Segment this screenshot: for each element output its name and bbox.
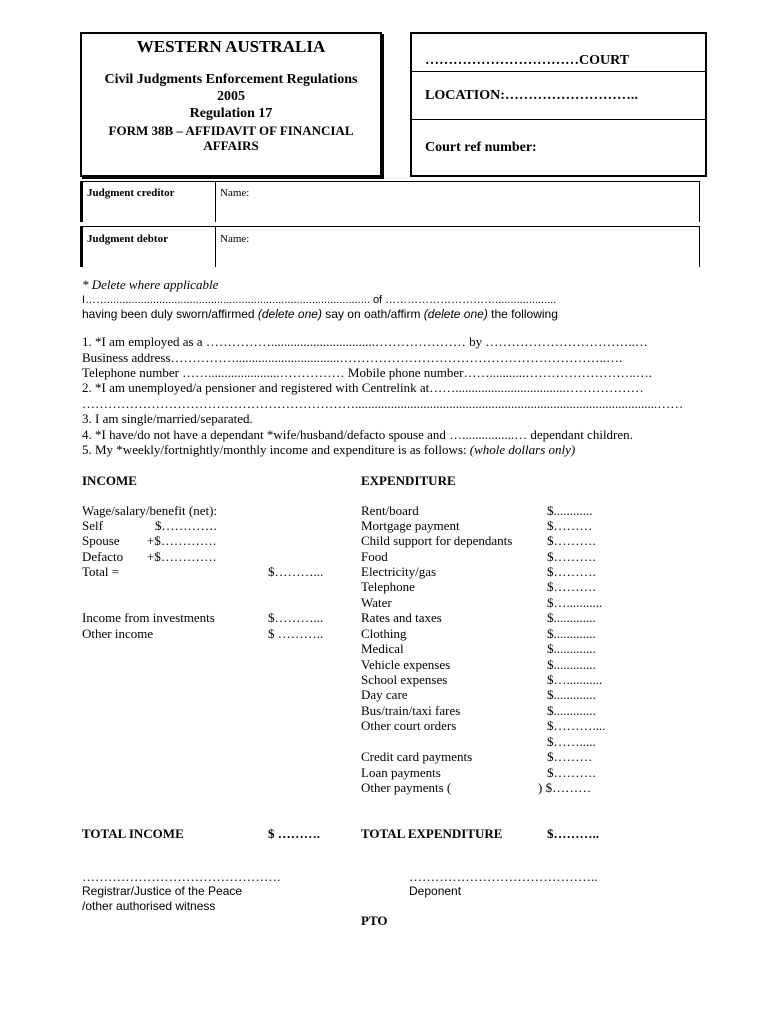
expense-rent-field[interactable]: $............ (547, 503, 593, 518)
total-income-field[interactable]: $ ………. (268, 826, 320, 841)
expense-electricity-field[interactable]: $………. (547, 564, 596, 579)
form-name-line1: FORM 38B – AFFIDAVIT OF FINANCIAL (108, 123, 354, 138)
income-total-label: Total = (82, 564, 120, 579)
expense-court-orders-label: Other court orders (361, 718, 457, 733)
witness-label-1: Registrar/Justice of the Peace (82, 884, 243, 898)
court-divider (412, 71, 705, 72)
employment-line[interactable]: 1. *I am employed as a ……………................................………………… by ……………………………..… (82, 334, 648, 349)
total-income-label: TOTAL INCOME (82, 826, 184, 841)
income-self-label: Self (82, 518, 103, 533)
expense-school-label: School expenses (361, 672, 448, 687)
total-expenditure-field[interactable]: $……….. (547, 826, 599, 841)
judgment-creditor-box (80, 181, 700, 222)
expense-daycare-label: Day care (361, 687, 408, 702)
expense-vehicle-field[interactable]: $............. (547, 657, 596, 672)
expense-rent-label: Rent/board (361, 503, 419, 518)
expense-daycare-field[interactable]: $............. (547, 687, 596, 702)
expense-court-orders-field[interactable]: $……….... (547, 718, 606, 733)
expense-medical-field[interactable]: $............. (547, 641, 596, 656)
income-total-field[interactable]: $………... (268, 564, 324, 579)
regulations-title: Civil Judgments Enforcement Regulations (104, 72, 358, 87)
expense-fares-field[interactable]: $............. (547, 703, 596, 718)
expense-rates-label: Rates and taxes (361, 610, 442, 625)
dependant-line[interactable]: 4. *I have/do not have a dependant *wife/husband/defacto spouse and …................… dependant children. (82, 427, 633, 442)
expense-loan-field[interactable]: $………. (547, 765, 596, 780)
expense-school-field[interactable]: $…........... (547, 672, 603, 687)
pto-note: PTO (361, 913, 388, 928)
creditor-name-field[interactable]: Name: (220, 187, 250, 199)
marital-status-line: 3. I am single/married/separated. (82, 411, 253, 426)
income-defacto-label: Defacto (82, 549, 124, 564)
total-expenditure-label: TOTAL EXPENDITURE (361, 826, 503, 841)
delete-one-note-1: (delete one) (257, 307, 322, 321)
investments-label: Income from investments (82, 610, 215, 625)
expense-clothing-field[interactable]: $............. (547, 626, 596, 641)
deponent-name-line[interactable]: I……...................................................................................... of ………………………….................... (82, 294, 557, 306)
state-heading: WESTERN AUSTRALIA (136, 37, 326, 56)
expenditure-heading: EXPENDITURE (361, 473, 456, 488)
expense-other-payments-field[interactable]: ) $……… (538, 780, 592, 795)
expense-mortgage-label: Mortgage payment (361, 518, 460, 533)
expense-blank-field[interactable]: $……..... (547, 734, 596, 749)
form-title-box (80, 32, 382, 177)
expense-medical-label: Medical (361, 641, 404, 656)
income-defacto-field[interactable]: +$…………. (147, 549, 217, 564)
other-income-label: Other income (82, 626, 154, 641)
expense-clothing-label: Clothing (361, 626, 407, 641)
income-period-line: 5. My *weekly/fortnightly/monthly income and expenditure is as follows: (whole dollars only) (82, 442, 576, 457)
form-name-line2: AFFAIRS (203, 138, 259, 153)
expense-food-field[interactable]: $………. (547, 549, 596, 564)
deponent-signature-line[interactable]: …………………………………….. (409, 869, 598, 884)
expense-telephone-label: Telephone (361, 579, 415, 594)
regulation-number: Regulation 17 (189, 106, 273, 121)
income-heading: INCOME (82, 473, 137, 488)
expense-water-field[interactable]: $…........... (547, 595, 603, 610)
expense-vehicle-label: Vehicle expenses (361, 657, 451, 672)
investments-field[interactable]: $………... (268, 610, 324, 625)
income-spouse-label: Spouse (82, 533, 120, 548)
unemployed-line[interactable]: 2. *I am unemployed/a pensioner and registered with Centrelink at……..................................……………… (82, 380, 644, 395)
expense-child-support-label: Child support for dependants (361, 533, 513, 548)
expense-other-payments-label: Other payments ( (361, 780, 452, 795)
court-ref-field: Court ref number: (425, 140, 537, 155)
regulations-year: 2005 (217, 89, 245, 104)
expense-electricity-label: Electricity/gas (361, 564, 437, 579)
debtor-name-field[interactable]: Name: (220, 233, 250, 245)
judgment-debtor-box (80, 226, 700, 267)
expense-water-label: Water (361, 595, 392, 610)
expense-credit-card-field[interactable]: $……… (547, 749, 593, 764)
location-divider (412, 119, 705, 120)
expense-credit-card-label: Credit card payments (361, 749, 473, 764)
expense-rates-field[interactable]: $............. (547, 610, 596, 625)
expense-food-label: Food (361, 549, 388, 564)
wage-label: Wage/salary/benefit (net): (82, 503, 218, 518)
witness-label-2: /other authorised witness (82, 899, 216, 913)
expense-telephone-field[interactable]: $………. (547, 579, 596, 594)
income-self-field[interactable]: $…………. (155, 518, 217, 533)
court-details-box (410, 32, 707, 177)
deponent-label: Deponent (409, 884, 462, 898)
delete-one-note-2: (delete one) (423, 307, 488, 321)
expense-fares-label: Bus/train/taxi fares (361, 703, 461, 718)
sworn-statement: having been duly sworn/affirmed (delete one) say on oath/affirm (delete one) the following (82, 307, 558, 321)
location-field: LOCATION:……………………….. (425, 88, 638, 103)
witness-signature-line[interactable]: ………………………………………. (82, 869, 281, 884)
debtor-label: Judgment debtor (87, 233, 168, 245)
business-address-line[interactable]: Business address……………................................……………………………………………………..…. (82, 350, 623, 365)
expense-child-support-field[interactable]: $………. (547, 533, 596, 548)
income-spouse-field[interactable]: +$…………. (147, 533, 217, 548)
telephone-line[interactable]: Telephone number ……......................…………… Mobile phone number……...........……………………..…. (82, 365, 652, 380)
delete-note: * Delete where applicable (82, 277, 219, 292)
centrelink-continuation-line[interactable]: ……………………………………………………….............................................................................................…… (82, 396, 684, 411)
court-field: ……………………………COURT (425, 53, 630, 68)
expense-mortgage-field[interactable]: $……… (547, 518, 593, 533)
expense-loan-label: Loan payments (361, 765, 441, 780)
creditor-label: Judgment creditor (87, 187, 175, 199)
other-income-field[interactable]: $ ……….. (268, 626, 324, 641)
whole-dollars-note: (whole dollars only) (469, 442, 576, 457)
